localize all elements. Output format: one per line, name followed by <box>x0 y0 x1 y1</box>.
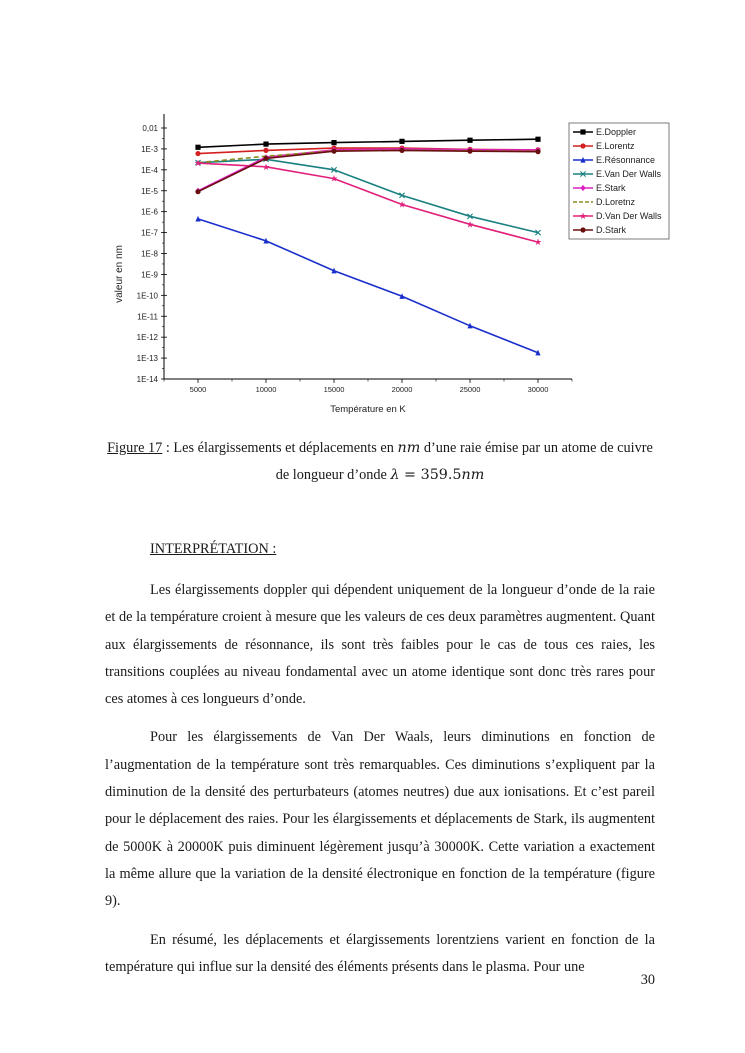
figure-caption <box>105 435 655 489</box>
legend-label: D.Loretnz <box>596 197 636 208</box>
legend-label: D.Stark <box>596 225 627 236</box>
caption-value-unit: nm <box>461 467 485 483</box>
data-point <box>263 141 268 146</box>
data-point <box>263 148 268 153</box>
series-line <box>198 159 538 232</box>
legend-label: E.Résonnance <box>596 155 656 166</box>
data-point: ★ <box>465 219 475 230</box>
y-axis-label: valeur en nm <box>114 245 125 303</box>
data-point: ★ <box>397 199 407 210</box>
paragraph: Pour les élargissements de Van Der Waals, leurs diminutions en fonction de l’augmentation de la température sont très remarquables. Ces diminutions s’expliquent par la diminution de la densité des perturbateurs (atomes neutres) due aux ionisations. Et c’est pareil pour le déplacement des raies. Pour les élargissements et déplacements de Stark, ils augmentent de 5000K à 20000K puis diminuent légèrement jusqu’à 30000K. Cette variation a exactement la même allure que la variation de la densité électronique en fonction de la température (figure 9). <box>105 729 655 910</box>
plot-area <box>137 114 669 394</box>
data-point <box>580 129 585 134</box>
y-tick-label: 1E-10 <box>136 291 158 301</box>
data-point <box>399 139 404 144</box>
legend <box>569 123 669 239</box>
data-point <box>535 137 540 142</box>
data-point: ★ <box>261 161 271 172</box>
data-point <box>195 145 200 150</box>
y-tick-label: 1E-11 <box>137 312 158 322</box>
y-tick-label: 1E-13 <box>136 354 158 364</box>
series-line <box>198 163 538 242</box>
caption-value: 359.5 <box>420 467 462 483</box>
data-point <box>467 149 472 154</box>
legend-label: E.Van Der Walls <box>596 169 662 180</box>
series-line <box>198 219 538 353</box>
data-point <box>331 149 336 154</box>
y-tick-label: 1E-3 <box>141 144 158 154</box>
series-e-stark <box>195 146 540 194</box>
x-tick-label: 10000 <box>255 385 277 394</box>
caption-text-1: : Les élargissements et déplacements en <box>162 440 398 456</box>
series-d-stark <box>195 148 540 195</box>
page-number: 30 <box>640 972 655 988</box>
data-point <box>535 149 540 154</box>
y-tick-label: 1E-8 <box>141 249 158 259</box>
data-point <box>580 143 585 148</box>
paragraph: Les élargissements doppler qui dépendent uniquement de la longueur d’onde de la raie et de la température croient à mesure que les valeurs de ces deux paramètres augmentent. Quant aux élargissements de résonnance, ils sont très faibles pour le cas de tous ces raies, les transitions couplées au niveau fondamental avec un atome identique sont donc très rares pour ces atomes à ces longueurs d’onde. <box>105 582 655 708</box>
data-point <box>195 151 200 156</box>
caption-lambda: λ <box>390 467 400 483</box>
data-point <box>195 189 200 194</box>
data-point <box>580 227 585 232</box>
series-line <box>198 139 538 147</box>
y-tick-label: 1E-12 <box>136 333 158 343</box>
body-text <box>105 577 655 992</box>
data-point <box>331 140 336 145</box>
x-tick-label: 5000 <box>189 385 207 394</box>
data-point: ★ <box>533 237 543 248</box>
data-point: ★ <box>578 211 588 221</box>
y-tick-label: 1E-5 <box>141 186 158 196</box>
x-axis-label: Température en K <box>330 404 406 415</box>
y-tick-label: 1E-9 <box>141 270 158 280</box>
y-tick-label: 1E-14 <box>136 375 158 384</box>
y-tick-label: 0,01 <box>142 124 158 133</box>
y-tick-label: 1E-6 <box>141 207 158 217</box>
caption-unit: nm <box>397 440 421 456</box>
legend-label: E.Stark <box>596 183 626 194</box>
y-tick-label: 1E-7 <box>141 228 158 238</box>
x-tick-label: 25000 <box>459 385 481 394</box>
x-tick-label: 20000 <box>391 385 413 394</box>
data-point <box>467 138 472 143</box>
data-point: ★ <box>329 173 339 184</box>
caption-text-2: d’une raie émise par un atome de cuivre de longueur d’onde <box>275 440 653 483</box>
series-e-r-sonnance <box>195 216 543 356</box>
section-heading: INTERPRÉTATION : <box>150 541 277 557</box>
legend-label: D.Van Der Walls <box>596 211 662 222</box>
data-point: ★ <box>193 158 203 169</box>
data-point <box>263 156 268 161</box>
caption-equals: = <box>399 467 421 483</box>
data-point <box>399 148 404 153</box>
series-line <box>198 149 538 191</box>
x-tick-label: 30000 <box>527 385 549 394</box>
legend-label: E.Lorentz <box>596 141 635 152</box>
y-tick-label: 1E-4 <box>141 165 158 175</box>
x-tick-label: 15000 <box>323 385 345 394</box>
legend-label: E.Doppler <box>596 127 637 138</box>
series-line <box>198 150 538 191</box>
line-chart <box>100 108 680 418</box>
figure-label: Figure 17 <box>107 440 163 456</box>
paragraph: En résumé, les déplacements et élargissements lorentziens varient en fonction de la température qui influe sur la densité des éléments présents dans le plasma. Pour une <box>105 931 655 975</box>
